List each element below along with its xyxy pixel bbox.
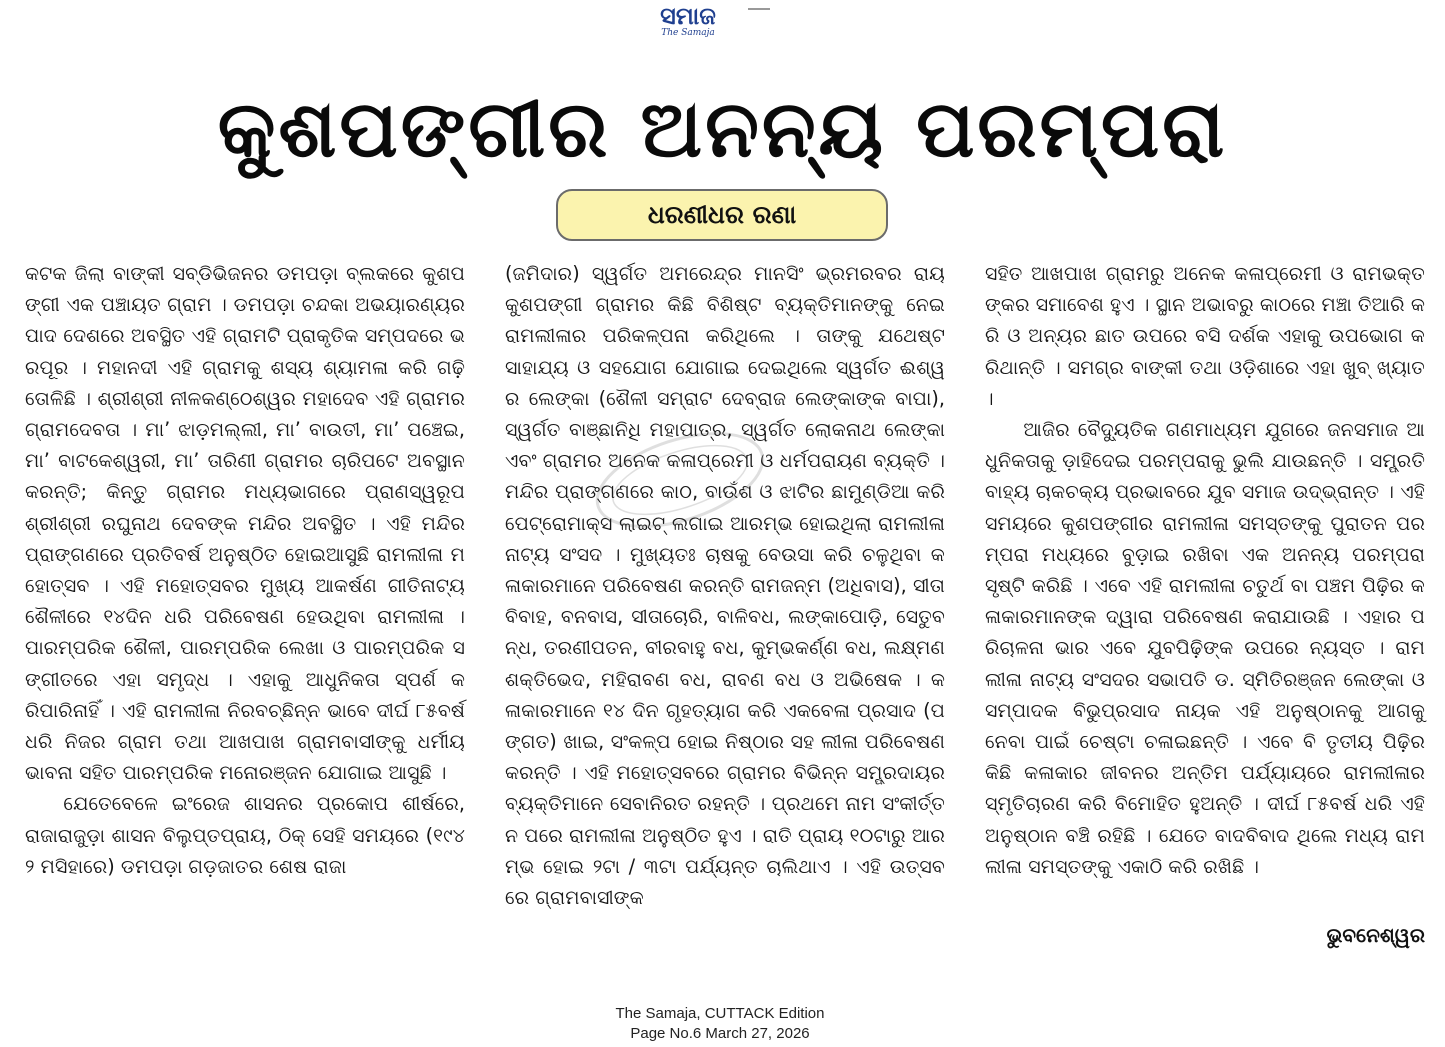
article-column-3	[985, 258, 1425, 882]
logo-subtitle: The Samaja	[661, 28, 715, 38]
byline-box	[556, 189, 888, 241]
article-column-1	[25, 258, 465, 882]
column-2-paragraph-1: (ଜମିଦାର) ସ୍ୱର୍ଗତ ଅମରେନ୍ଦ୍ର ମାନସିଂ ଭ୍ରମରବର ରାୟ କୁଶପଙ୍ଗୀ ଗ୍ରାମର କିଛି ବିଶିଷ୍ଟ ବ୍ୟକ୍ତିମାନଙ୍କୁ ନେଇ ରାମଲୀଳାର ପରିକଳ୍ପନା କରିଥିଲେ । ତାଙ୍କୁ ଯଥେଷ୍ଟ ସାହାଯ୍ୟ ଓ ସହଯୋଗ ଯୋଗାଇ ଦେଇଥିଲେ ସ୍ୱର୍ଗତ ଈଶ୍ୱର ଲେଙ୍କା (ଶୈଳୀ ସମ୍ରାଟ ଦେବ୍ରାଜ ଲେଙ୍କାଙ୍କ ବାପା), ସ୍ୱର୍ଗତ ବାଞ୍ଛାନିଧି ମହାପାତ୍ର, ସ୍ୱର୍ଗତ ଲୋକନାଥ ଲେଙ୍କା ଏବଂ ଗ୍ରାମର ଅନେକ କଳାପ୍ରେମୀ ଓ ଧର୍ମପରାୟଣ ବ୍ୟକ୍ତି । ମନ୍ଦିର ପ୍ରାଙ୍ଗଣରେ କାଠ, ବାଉଁଶ ଓ ଝାଟିର ଛାମୁଣ୍ଡିଆ କରି ପେଟ୍ରୋମାକ୍ସ ଲାଇଟ୍ ଲଗାଇ ଆରମ୍ଭ ହୋଇଥିଲା ରାମଲୀଳା ନାଟ୍ୟ ସଂସଦ । ମୁଖ୍ୟତଃ ଚାଷକୁ ବେଉସା କରି ଚଳୁଥିବା କଳାକାରମାନେ ପରିବେଷଣ କରନ୍ତି ରାମଜନ୍ମ (ଅଧିବାସ), ସୀତା ବିବାହ, ବନବାସ, ସୀତାଚୋରି, ବାଳିବଧ, ଲଙ୍କାପୋଡ଼ି, ସେତୁବନ୍ଧ, ତରଣୀପତନ, ବୀରବାହୁ ବଧ, କୁମ୍ଭକର୍ଣ୍ଣ ବଧ, ଲକ୍ଷ୍ମଣ ଶକ୍ତିଭେଦ, ମହିରାବଣ ବଧ, ରାବଣ ବଧ ଓ ଅଭିଷେକ । କଳାକାରମାନେ ୧୪ ଦିନ ଗୃହତ୍ୟାଗ କରି ଏକବେଳା ପ୍ରସାଦ (ପଙ୍ଗତ) ଖାଇ, ସଂକଳ୍ପ ହୋଇ ନିଷ୍ଠାର ସହ ଲୀଳା ପରିବେଷଣ କରନ୍ତି । ଏହି ମହୋତ୍ସବରେ ଗ୍ରାମର ବିଭିନ୍ନ ସମ୍ପ୍ରଦାୟର ବ୍ୟକ୍ତିମାନେ ସେବାନିରତ ରହନ୍ତି । ପ୍ରଥମେ ନାମ ସଂକୀର୍ତ୍ତନ ପରେ ରାମଲୀଳା ଅନୁଷ୍ଠିତ ହୁଏ । ରାତି ପ୍ରାୟ ୧୦ଟାରୁ ଆରମ୍ଭ ହୋଇ ୨ଟା / ୩ଟା ପର୍ଯ୍ୟନ୍ତ ଚାଲିଥାଏ । ଏହି ଉତ୍ସବରେ ଗ୍ରାମବାସୀଙ୍କ	[505, 262, 945, 910]
column-1-paragraph-1: କଟକ ଜିଲା ବାଙ୍କୀ ସବ୍‌ଡିଭିଜନର ଡମପଡ଼ା ବ୍ଲକରେ କୁଶପଙ୍ଗୀ ଏକ ପଞ୍ଚାୟତ ଗ୍ରାମ । ଡମପଡ଼ା ଚନ୍ଦକା ଅଭୟାରଣ୍ୟର ପାଦ ଦେଶରେ ଅବସ୍ଥିତ ଏହି ଗ୍ରାମଟି ପ୍ରାକୃତିକ ସମ୍ପଦରେ ଭରପୂର । ମହାନଦୀ ଏହି ଗ୍ରାମକୁ ଶସ୍ୟ ଶ୍ୟାମଳା କରି ଗଢ଼ି ତୋଳିଛି । ଶ୍ରୀଶ୍ରୀ ନୀଳକଣ୍ଠେଶ୍ୱର ମହାଦେବ ଏହି ଗ୍ରାମର ଗ୍ରାମଦେବତା । ମା’ ଝାଡ଼ମଲ୍ଲୀ, ମା’ ବାଉତୀ, ମା’ ପଞ୍ଚେଇ, ମା’ ବାଟକେଶ୍ୱରୀ, ମା’ ତାରିଣୀ ଗ୍ରାମର ଚାରିପଟେ ଅବସ୍ଥାନ କରନ୍ତି; କିନ୍ତୁ ଗ୍ରାମର ମଧ୍ୟଭାଗରେ ପ୍ରାଣସ୍ୱରୂପ ଶ୍ରୀଶ୍ରୀ ରଘୁନାଥ ଦେବଙ୍କ ମନ୍ଦିର ଅବସ୍ଥିତ । ଏହି ମନ୍ଦିର ପ୍ରାଙ୍ଗଣରେ ପ୍ରତିବର୍ଷ ଅନୁଷ୍ଠିତ ହୋଇଆସୁଛି ରାମଲୀଳା ମହୋତ୍ସବ । ଏହି ମହୋତ୍ସବର ମୁଖ୍ୟ ଆକର୍ଷଣ ଗୀତିନାଟ୍ୟ ଶୈଳୀରେ ୧୪ଦିନ ଧରି ପରିବେଷଣ ହେଉଥିବା ରାମଲୀଳା । ପାରମ୍ପରିକ ଶୈଳୀ, ପାରମ୍ପରିକ ଲେଖା ଓ ପାରମ୍ପରିକ ସଙ୍ଗୀତରେ ଏହା ସମୃଦ୍ଧ । ଏହାକୁ ଆଧୁନିକତା ସ୍ପର୍ଶ କରିପାରିନାହିଁ । ଏହି ରାମଲୀଳା ନିରବଚ୍ଛିନ୍ନ ଭାବେ ଦୀର୍ଘ ୮୫ବର୍ଷ ଧରି ନିଜର ଗ୍ରାମ ତଥା ଆଖପାଖ ଗ୍ରାମବାସୀଙ୍କୁ ଧର୍ମୀୟ ଭାବନା ସହିତ ପାରମ୍ପରିକ ମନୋରଞ୍ଜନ ଯୋଗାଇ ଆସୁଛି ।	[25, 262, 465, 785]
footer-edition: The Samaja, CUTTACK Edition	[615, 1005, 825, 1022]
page-footer	[560, 1004, 880, 1044]
author-byline: ଧରଣୀଧର ରଣା	[647, 200, 797, 229]
masthead	[0, 0, 1445, 44]
article-column-2	[505, 258, 945, 913]
column-1-paragraph-2: ଯେତେବେଳେ ଇଂରେଜ ଶାସନର ପ୍ରକୋପ ଶୀର୍ଷରେ, ରାଜାରାଜୁଡ଼ା ଶାସନ ବିଲୁପ୍ତପ୍ରାୟ, ଠିକ୍ ସେହି ସମୟରେ (୧୯୪୨ ମସିହାରେ) ଡମପଡ଼ା ଗଡ଼ଜାତର ଶେଷ ରାଜା	[25, 792, 465, 878]
article-dateline: ଭୁବନେଶ୍ୱର	[1326, 923, 1425, 947]
logo-wordmark: ସମାଜ	[660, 1, 716, 30]
newspaper-logo	[642, 2, 734, 40]
column-3-paragraph-2: ଆଜିର ବୈଦ୍ୟୁତିକ ଗଣମାଧ୍ୟମ ଯୁଗରେ ଜନସମାଜ ଆଧୁନିକତାକୁ ଡ଼ାହିଦେଇ ପରମ୍ପରାକୁ ଭୁଲି ଯାଉଛନ୍ତି । ସମ୍ପ୍ରତି ବାହ୍ୟ ଚାକଚକ୍ୟ ପ୍ରଭାବରେ ଯୁବ ସମାଜ ଉଦ୍‌ଭ୍ରାନ୍ତ । ଏହି ସମୟରେ କୁଶପଙ୍ଗୀର ରାମଲୀଳା ସମସ୍ତଙ୍କୁ ପୁରାତନ ପରମ୍ପରା ମଧ୍ୟରେ ବୁଡ଼ାଇ ରଖିବା ଏକ ଅନନ୍ୟ ପରମ୍ପରା ସୃଷ୍ଟି କରିଛି । ଏବେ ଏହି ରାମଲୀଳା ଚତୁର୍ଥ ବା ପଞ୍ଚମ ପିଢ଼ିର କଳାକାରମାନଙ୍କ ଦ୍ୱାରା ପରିବେଷଣ କରାଯାଉଛି । ଏହାର ପରିଚାଳନା ଭାର ଏବେ ଯୁବପିଢ଼ିଙ୍କ ଉପରେ ନ୍ୟସ୍ତ । ରାମଲୀଳା ନାଟ୍ୟ ସଂସଦର ସଭାପତି ଡ. ସ୍ମିତିରଞ୍ଜନ ଲେଙ୍କା ଓ ସମ୍ପାଦକ ବିଭୁପ୍ରସାଦ ନାୟକ ଏହି ଅନୁଷ୍ଠାନକୁ ଆଗକୁ ନେବା ପାଇଁ ଚେଷ୍ଟା ଚଳାଇଛନ୍ତି । ଏବେ ବି ତୃତୀୟ ପିଢ଼ିର କିଛି କଳାକାର ଜୀବନର ଅନ୍ତିମ ପର୍ଯ୍ୟାୟରେ ରାମଲୀଳାର ସ୍ମୃତିଚାରଣ କରି ବିମୋହିତ ହୁଅନ୍ତି । ଦୀର୍ଘ ୮୫ବର୍ଷ ଧରି ଏହି ଅନୁଷ୍ଠାନ ବଞ୍ଚି ରହିଛି । ଯେତେ ବାଦବିବାଦ ଥିଲେ ମଧ୍ୟ ରାମଲୀଳା ସମସ୍ତଙ୍କୁ ଏକାଠି କରି ରଖିଛି ।	[985, 418, 1425, 878]
footer-page-date: Page No.6 March 27, 2026	[630, 1025, 810, 1042]
column-3-paragraph-1: ସହିତ ଆଖପାଖ ଗ୍ରାମରୁ ଅନେକ କଳାପ୍ରେମୀ ଓ ରାମଭକ୍ତଙ୍କର ସମାବେଶ ହୁଏ । ସ୍ଥାନ ଅଭାବରୁ କାଠରେ ମଞ୍ଚା ତିଆରି କରି ଓ ଅନ୍ୟର ଛାତ ଉପରେ ବସି ଦର୍ଶକ ଏହାକୁ ଉପଭୋଗ କରିଥାନ୍ତି । ସମଗ୍ର ବାଙ୍କୀ ତଥା ଓଡ଼ିଶାରେ ଏହା ଖୁବ୍ ଖ୍ୟାତ ।	[985, 262, 1425, 410]
masthead-rule	[748, 8, 770, 10]
article-headline: କୁଶପଙ୍ଗୀର ଅନନ୍ୟ ପରମ୍ପରା	[217, 85, 1228, 175]
